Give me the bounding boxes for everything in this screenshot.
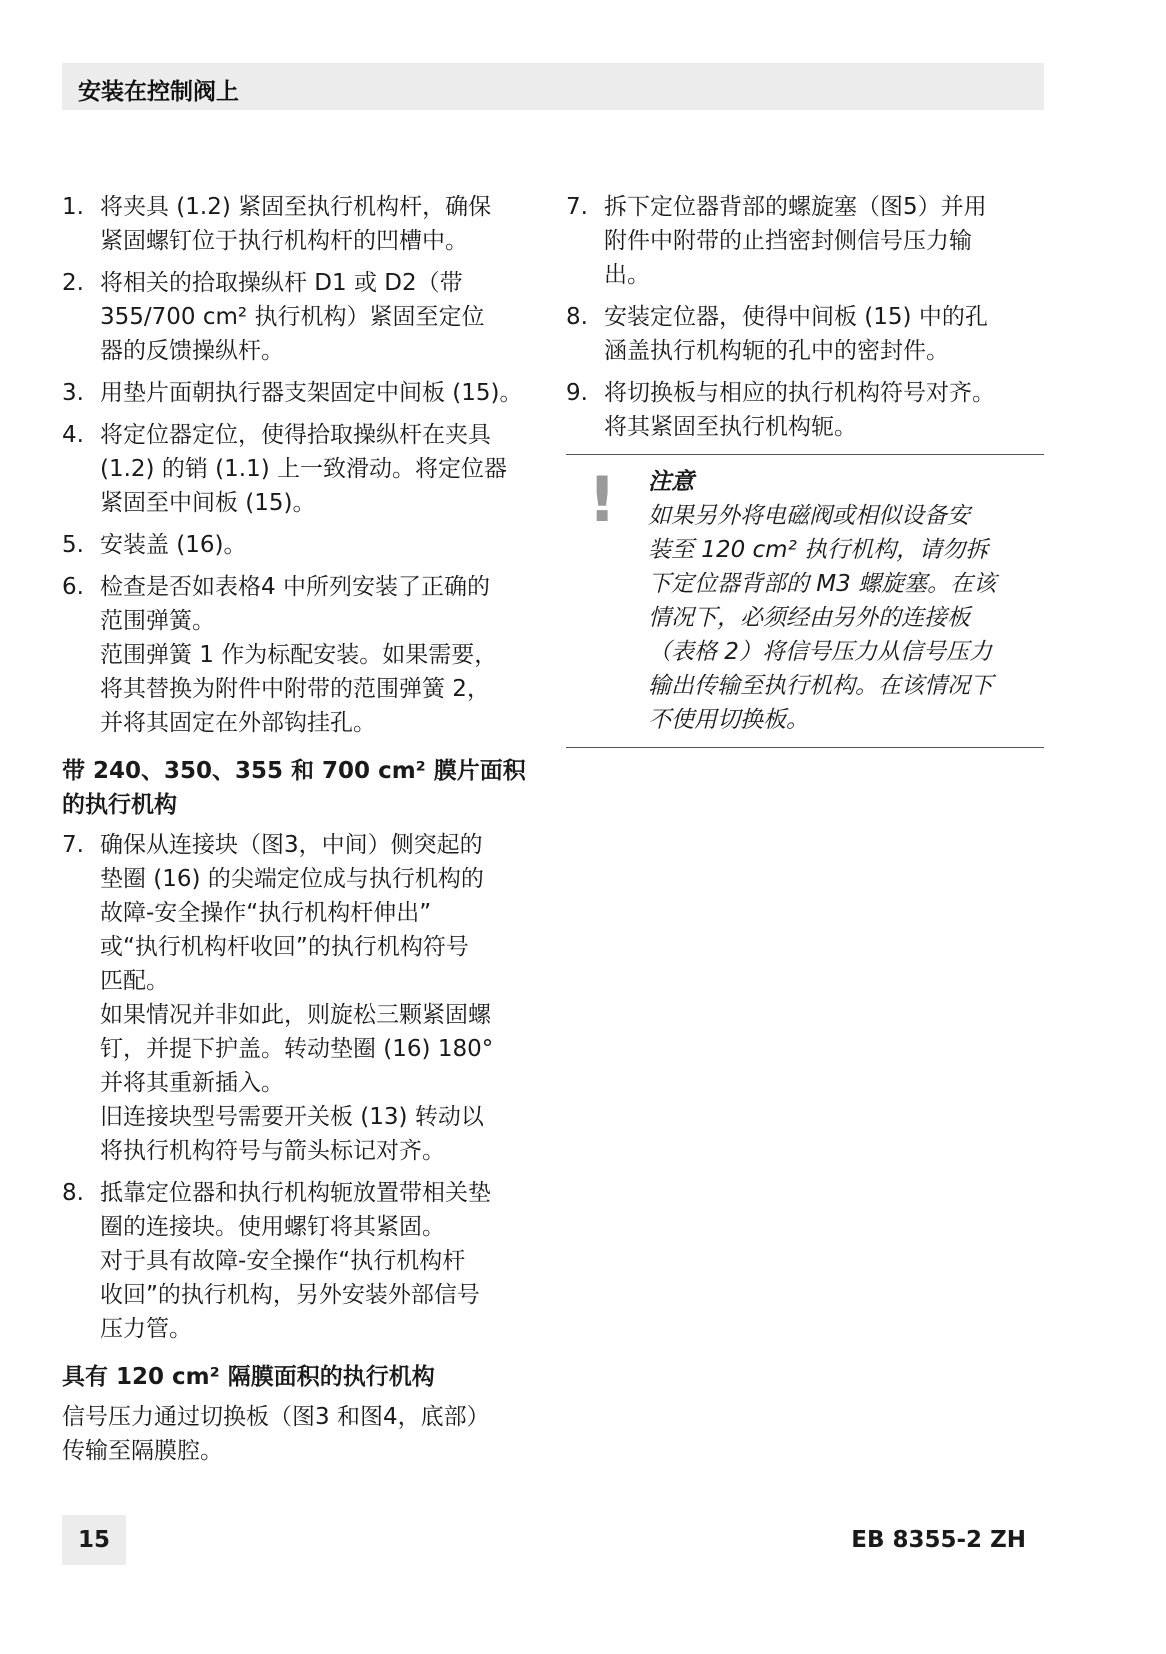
- steps-list-b: [62, 828, 542, 1346]
- heading-line: 带 240、350、355 和 700 cm² 膜片面积: [62, 758, 526, 784]
- step-number: 8.: [566, 304, 588, 330]
- step-line: 或“执行机构杆收回”的执行机构符号: [100, 934, 469, 960]
- step-line: 故障-安全操作“执行机构杆伸出”: [100, 900, 432, 926]
- header-bar: [62, 63, 1044, 110]
- step-number: 7.: [62, 832, 84, 858]
- step-number: 1.: [62, 194, 84, 220]
- note-box: [566, 454, 1044, 748]
- step-line: 将其紧固至执行机构轭。: [604, 414, 857, 440]
- step-line: 将相关的拾取操纵杆 D1 或 D2（带: [100, 270, 463, 296]
- step-line: 用垫片面朝执行器支架固定中间板 (15)。: [100, 380, 523, 406]
- steps-list-right: [566, 190, 1044, 444]
- steps-list-a: [62, 190, 542, 740]
- note-title: 注意: [648, 469, 694, 495]
- step-number: 3.: [62, 380, 84, 406]
- step-line: 将其替换为附件中附带的范围弹簧 2，: [100, 676, 490, 702]
- step-line: 355/700 cm² 执行机构）紧固至定位: [100, 304, 485, 330]
- step-line: 范围弹簧 1 作为标配安装。如果需要，: [100, 642, 498, 668]
- note-line: 下定位器背部的 M3 螺旋塞。在该: [648, 571, 997, 597]
- step-item: [566, 190, 1044, 292]
- step-line: 旧连接块型号需要开关板 (13) 转动以: [100, 1104, 484, 1130]
- note-line: 不使用切换板。: [648, 707, 809, 733]
- step-line: 拆下定位器背部的螺旋塞（图5）并用: [604, 194, 987, 220]
- step-number: 7.: [566, 194, 588, 220]
- step-line: 将夹具 (1.2) 紧固至执行机构杆，确保: [100, 194, 492, 220]
- heading-120-actuator: 具有 120 cm² 隔膜面积的执行机构: [62, 1364, 435, 1390]
- step-line: 检查是否如表格4 中所列安装了正确的: [100, 574, 490, 600]
- step-line: 压力管。: [100, 1316, 192, 1342]
- step-line: 确保从连接块（图3，中间）侧突起的: [100, 832, 483, 858]
- step-item: [62, 570, 542, 740]
- heading-large-actuators: [62, 754, 542, 822]
- step-line: 紧固螺钉位于执行机构杆的凹槽中。: [100, 228, 468, 254]
- step-number: 8.: [62, 1180, 84, 1206]
- step-line: 将定位器定位，使得拾取操纵杆在夹具: [100, 422, 491, 448]
- step-item: [62, 266, 542, 368]
- note-text: [648, 499, 1044, 737]
- heading-line: 的执行机构: [62, 792, 177, 818]
- step-line: 匹配。: [100, 968, 169, 994]
- paragraph-120: [62, 1400, 542, 1468]
- step-item: [62, 376, 542, 410]
- step-item: [62, 418, 542, 520]
- step-line: 范围弹簧。: [100, 608, 215, 634]
- step-line: 抵靠定位器和执行机构轭放置带相关垫: [100, 1180, 491, 1206]
- page-number-box: [62, 1515, 126, 1565]
- step-line: 垫圈 (16) 的尖端定位成与执行机构的: [100, 866, 484, 892]
- step-line: 圈的连接块。使用螺钉将其紧固。: [100, 1214, 445, 1240]
- step-item: [62, 1176, 542, 1346]
- step-line: (1.2) 的销 (1.1) 上一致滑动。将定位器: [100, 456, 507, 482]
- note-line: 装至 120 cm² 执行机构，请勿拆: [648, 537, 989, 563]
- step-line: 如果情况并非如此，则旋松三颗紧固螺: [100, 1002, 491, 1028]
- note-line: 如果另外将电磁阀或相似设备安: [648, 503, 970, 529]
- left-column: [62, 190, 542, 1468]
- page-number: 15: [78, 1527, 111, 1553]
- step-line: 收回”的执行机构，另外安装外部信号: [100, 1282, 480, 1308]
- step-line: 钉，并提下护盖。转动垫圈 (16) 180°: [100, 1036, 494, 1062]
- step-item: [62, 528, 542, 562]
- note-line: （表格 2）将信号压力从信号压力: [648, 639, 992, 665]
- note-line: 输出传输至执行机构。在该情况下: [648, 673, 993, 699]
- step-line: 将切换板与相应的执行机构符号对齐。: [604, 380, 995, 406]
- document-code: EB 8355-2 ZH: [851, 1527, 1026, 1553]
- step-number: 4.: [62, 422, 84, 448]
- step-line: 安装盖 (16)。: [100, 532, 247, 558]
- step-line: 对于具有故障-安全操作“执行机构杆: [100, 1248, 466, 1274]
- step-line: 器的反馈操纵杆。: [100, 338, 284, 364]
- note-line: 情况下，必须经由另外的连接板: [648, 605, 970, 631]
- section-title: 安装在控制阀上: [78, 79, 239, 105]
- step-line: 紧固至中间板 (15)。: [100, 490, 316, 516]
- paragraph-line: 传输至隔膜腔。: [62, 1438, 223, 1464]
- step-line: 安装定位器，使得中间板 (15) 中的孔: [604, 304, 988, 330]
- step-number: 2.: [62, 270, 84, 296]
- step-item: [62, 190, 542, 258]
- step-line: 并将其固定在外部钩挂孔。: [100, 710, 376, 736]
- step-item: [566, 300, 1044, 368]
- step-number: 6.: [62, 574, 84, 600]
- step-line: 附件中附带的止挡密封侧信号压力输: [604, 228, 972, 254]
- step-line: 涵盖执行机构轭的孔中的密封件。: [604, 338, 949, 364]
- step-line: 将执行机构符号与箭头标记对齐。: [100, 1138, 445, 1164]
- step-item: [62, 828, 542, 1168]
- step-number: 5.: [62, 532, 84, 558]
- exclamation-icon: !: [588, 463, 617, 536]
- paragraph-line: 信号压力通过切换板（图3 和图4，底部）: [62, 1404, 490, 1430]
- step-number: 9.: [566, 380, 588, 406]
- step-item: [566, 376, 1044, 444]
- right-column: [566, 190, 1044, 748]
- step-line: 出。: [604, 262, 650, 288]
- step-line: 并将其重新插入。: [100, 1070, 284, 1096]
